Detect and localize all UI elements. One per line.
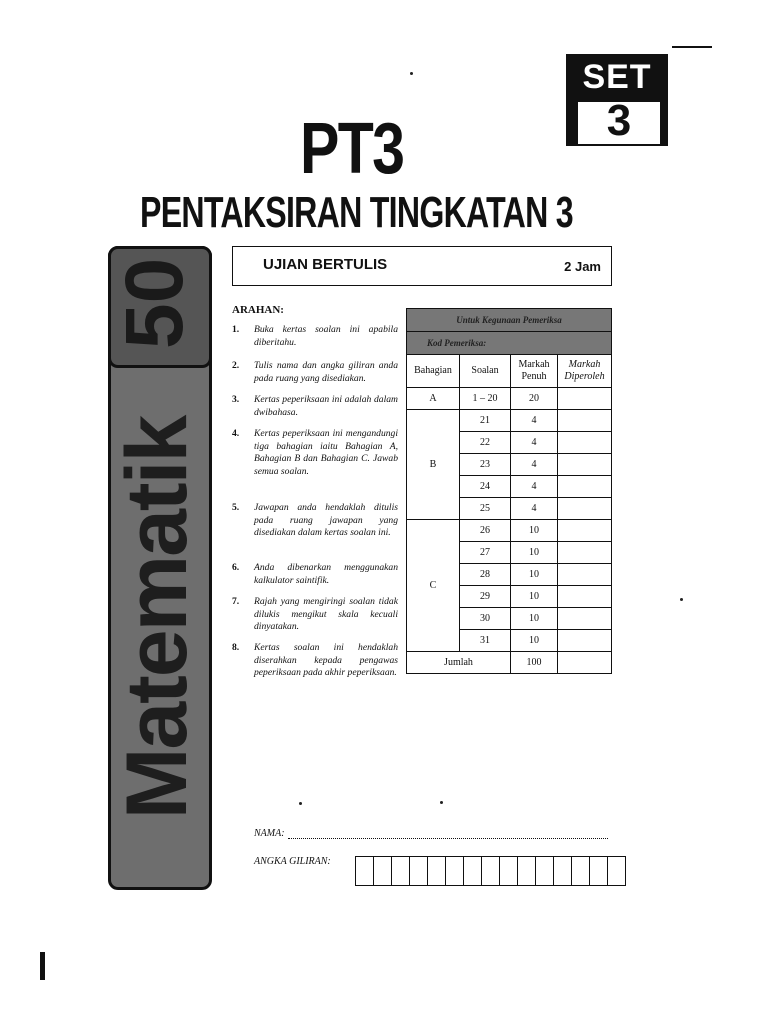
table-row — [407, 520, 612, 542]
scan-speck — [680, 598, 683, 601]
obtained-marks-cell[interactable] — [558, 520, 612, 542]
set-label: SET — [582, 58, 652, 96]
question-cell: 28 — [460, 564, 511, 586]
total-obtained-cell[interactable] — [558, 652, 612, 674]
question-cell: 29 — [460, 586, 511, 608]
question-cell: 25 — [460, 498, 511, 520]
instruction-item: 1. Buka kertas soalan ini apabila diberitahu. — [232, 324, 398, 348]
obtained-marks-cell[interactable] — [558, 608, 612, 630]
exam-duration: 2 Jam — [564, 259, 601, 274]
instruction-item: 5. Jawapan anda hendaklah ditulis pada ruang jawapan yang disediakan dalam kertas soalan ini. — [232, 502, 398, 538]
instruction-item: 7. Rajah yang mengiringi soalan tidak dilukis mengikut skala kecuali dinyatakan. — [232, 596, 398, 632]
full-marks-cell: 10 — [511, 564, 558, 586]
margin-mark — [40, 952, 45, 980]
question-cell: 1 – 20 — [460, 388, 511, 410]
col-header-markah-penuh: Markah Penuh — [511, 355, 558, 388]
obtained-marks-cell[interactable] — [558, 476, 612, 498]
full-marks-cell: 4 — [511, 454, 558, 476]
obtained-marks-cell[interactable] — [558, 498, 612, 520]
instruction-item: 2. Tulis nama dan angka giliran anda pada ruang yang disediakan. — [232, 360, 398, 384]
index-number-label: ANGKA GILIRAN: — [254, 856, 331, 867]
question-cell: 27 — [460, 542, 511, 564]
instruction-item: 6. Anda dibenarkan menggunakan kalkulator saintifik. — [232, 562, 398, 586]
subject-code: 50 — [109, 257, 200, 349]
question-cell: 23 — [460, 454, 511, 476]
question-cell: 31 — [460, 630, 511, 652]
subject-name: Matematik — [109, 416, 205, 820]
section-b: B — [407, 410, 460, 520]
full-marks-cell: 4 — [511, 432, 558, 454]
total-value: 100 — [511, 652, 558, 674]
obtained-marks-cell[interactable] — [558, 586, 612, 608]
scan-speck — [410, 72, 413, 75]
name-field[interactable] — [288, 838, 608, 839]
obtained-marks-cell[interactable] — [558, 630, 612, 652]
question-cell: 22 — [460, 432, 511, 454]
exam-label: UJIAN BERTULIS — [263, 256, 388, 273]
table-header-examiner-code: Kod Pemeriksa: — [407, 332, 612, 355]
question-cell: 21 — [460, 410, 511, 432]
page-subtitle: PENTAKSIRAN TINGKATAN 3 — [140, 188, 573, 237]
full-marks-cell: 10 — [511, 608, 558, 630]
set-number: 3 — [606, 96, 632, 145]
full-marks-cell: 4 — [511, 410, 558, 432]
instruction-item: 3. Kertas peperiksaan ini adalah dalam dwibahasa. — [232, 394, 398, 418]
exam-header-box — [232, 246, 612, 286]
col-header-soalan: Soalan — [460, 355, 511, 388]
full-marks-cell: 20 — [511, 388, 558, 410]
table-row — [407, 410, 612, 432]
full-marks-cell: 10 — [511, 586, 558, 608]
name-label: NAMA: — [254, 828, 285, 839]
index-number-boxes[interactable] — [356, 856, 626, 886]
question-cell: 24 — [460, 476, 511, 498]
section-c: C — [407, 520, 460, 652]
col-header-markah-diperoleh: Markah Diperoleh — [558, 355, 612, 388]
obtained-marks-cell[interactable] — [558, 454, 612, 476]
corner-mark — [672, 46, 712, 48]
obtained-marks-cell[interactable] — [558, 564, 612, 586]
table-total-row — [407, 652, 612, 674]
scan-speck — [440, 801, 443, 804]
full-marks-cell: 4 — [511, 498, 558, 520]
full-marks-cell: 10 — [511, 542, 558, 564]
table-header-examiner-use: Untuk Kegunaan Pemeriksa — [407, 309, 612, 332]
set-badge — [566, 54, 668, 146]
instructions-title: ARAHAN: — [232, 304, 284, 316]
full-marks-cell: 10 — [511, 520, 558, 542]
obtained-marks-cell[interactable] — [558, 542, 612, 564]
marks-table — [406, 308, 612, 674]
obtained-marks-cell[interactable] — [558, 410, 612, 432]
full-marks-cell: 10 — [511, 630, 558, 652]
instruction-item: 8. Kertas soalan ini hendaklah diserahkan kepada pengawas peperiksaan pada akhir peperiksaan. — [232, 642, 398, 678]
col-header-bahagian: Bahagian — [407, 355, 460, 388]
page-title: PT3 — [300, 109, 404, 189]
set-number-box — [576, 96, 662, 146]
section-a: A — [407, 388, 460, 410]
instruction-item: 4. Kertas peperiksaan ini mengandungi tiga bahagian iaitu Bahagian A, Bahagian B dan Bahagian C. Jawab semua soalan. — [232, 428, 398, 477]
question-cell: 26 — [460, 520, 511, 542]
scan-speck — [299, 802, 302, 805]
obtained-marks-cell[interactable] — [558, 388, 612, 410]
total-label: Jumlah — [407, 652, 511, 674]
table-row — [407, 388, 612, 410]
question-cell: 30 — [460, 608, 511, 630]
full-marks-cell: 4 — [511, 476, 558, 498]
obtained-marks-cell[interactable] — [558, 432, 612, 454]
